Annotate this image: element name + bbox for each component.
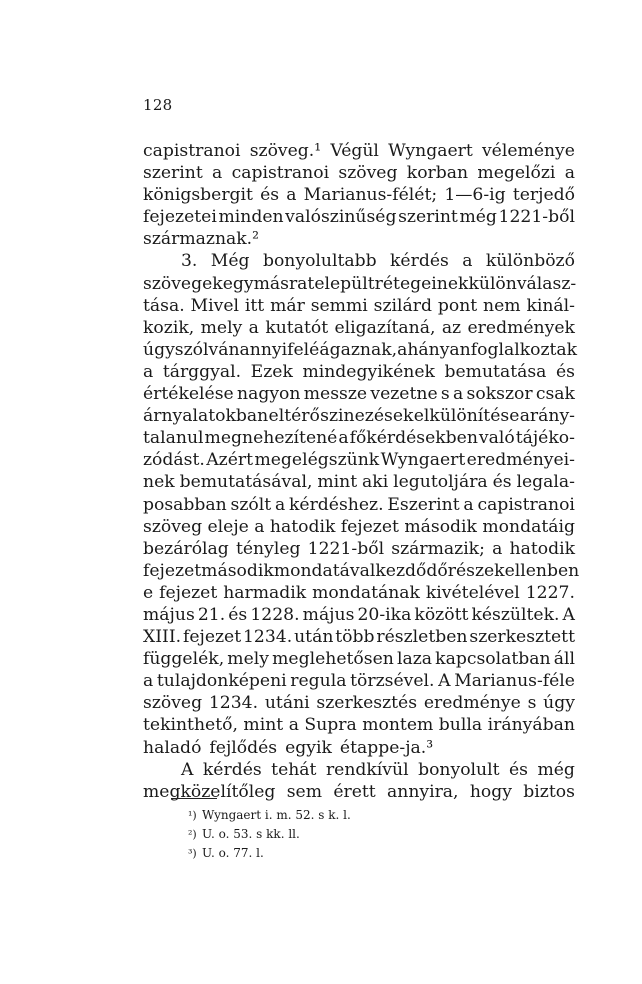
word: különböző xyxy=(485,251,575,272)
word: a xyxy=(286,185,297,206)
word: megelőzi xyxy=(477,163,556,184)
word: Végül xyxy=(330,141,379,161)
text-line xyxy=(143,471,575,493)
word: rétegeinek xyxy=(374,273,469,294)
word: részletben xyxy=(376,627,468,648)
word: fejezet xyxy=(182,627,242,648)
word: és xyxy=(260,185,280,206)
word: fejezet xyxy=(143,560,202,581)
word: második xyxy=(404,516,477,537)
word: második xyxy=(201,560,274,581)
word: szöveg xyxy=(143,693,203,714)
word: mondatáig xyxy=(482,516,575,537)
word: a xyxy=(288,715,299,736)
text-line xyxy=(143,714,575,736)
text-line xyxy=(143,295,575,317)
word: nagyon xyxy=(237,384,301,405)
text-line xyxy=(143,228,575,250)
word: kozik, xyxy=(143,317,195,338)
word: érett xyxy=(333,781,376,802)
word: legutoljára xyxy=(393,472,488,493)
footnote-text: Wyngaert i. m. 52. s k. l. xyxy=(202,808,351,822)
word: mint xyxy=(317,472,358,493)
word: és xyxy=(228,604,248,625)
word: Eszerint xyxy=(387,494,460,515)
footnote-separator xyxy=(171,798,217,799)
word: mint xyxy=(243,715,284,736)
word: szerint xyxy=(398,207,458,228)
word: 1228. xyxy=(250,604,300,625)
word: a xyxy=(274,494,286,515)
word: korban xyxy=(406,163,469,184)
word: 3. xyxy=(181,251,198,272)
word: a xyxy=(248,317,259,338)
word: mondatának xyxy=(312,582,420,603)
word: 1—6-ig xyxy=(444,185,506,206)
word: hatodik xyxy=(269,516,336,537)
word: szöveg.¹ xyxy=(249,141,322,161)
word: eleje xyxy=(207,516,249,537)
word: szólt xyxy=(230,494,272,515)
word: a xyxy=(453,384,464,405)
word: vezetne xyxy=(370,384,438,405)
word: bonyolult xyxy=(418,759,500,780)
word: részek xyxy=(447,560,505,581)
word: bemutatásával, xyxy=(179,472,313,493)
word: fejlődés xyxy=(209,737,278,758)
word: étappe-ja.³ xyxy=(339,737,434,758)
word: foglalkoztak xyxy=(470,339,578,360)
text-line xyxy=(143,250,575,272)
footnote xyxy=(188,825,351,844)
word: származik; xyxy=(391,538,485,559)
word: szilárd xyxy=(373,295,432,316)
word: terjedő xyxy=(512,185,575,206)
word: Supra xyxy=(304,715,357,736)
word: kérdés xyxy=(202,759,262,780)
text-line xyxy=(143,184,575,206)
word: s xyxy=(440,384,450,405)
word: mondatával xyxy=(273,560,376,581)
text-line xyxy=(143,339,578,361)
word: a xyxy=(143,671,154,692)
text-line xyxy=(143,361,575,383)
word: szerkesztés xyxy=(316,693,418,714)
word: a xyxy=(212,163,223,184)
word: már xyxy=(270,295,305,316)
word: Ezek xyxy=(250,361,293,382)
word: mely xyxy=(227,649,269,670)
word: 21. xyxy=(197,604,226,625)
text-line xyxy=(143,538,575,560)
word: a xyxy=(463,494,474,515)
word: ahányan xyxy=(397,339,471,360)
word: tényleg xyxy=(235,538,301,559)
word: kivételével xyxy=(425,582,520,603)
word: csak xyxy=(535,384,575,405)
word: bulla xyxy=(438,715,483,736)
word: május xyxy=(143,604,195,625)
word: semmi xyxy=(310,295,368,316)
word: a xyxy=(492,538,503,559)
word: eredményei- xyxy=(466,450,575,471)
word: tása. xyxy=(143,295,185,316)
word: tulajdonképeni xyxy=(156,671,287,692)
footnote xyxy=(188,844,351,863)
word: a xyxy=(143,361,154,382)
word: tájéko- xyxy=(515,428,575,449)
word: harmadik xyxy=(223,582,307,603)
text-line xyxy=(143,692,575,714)
word: a xyxy=(338,428,349,449)
word: e xyxy=(143,582,154,603)
text-line xyxy=(143,317,575,339)
word: annyira, xyxy=(387,781,459,802)
text-line xyxy=(143,273,575,295)
footnote-text: U. o. 77. l. xyxy=(202,846,264,860)
word: kutatót xyxy=(265,317,329,338)
word: szerkesztett xyxy=(469,627,575,648)
word: mely xyxy=(200,317,243,338)
word: különválasz- xyxy=(468,273,577,294)
word: egyik xyxy=(285,737,332,758)
word: Mivel xyxy=(190,295,240,316)
word: hatodik xyxy=(509,538,575,559)
word: elkülönítése xyxy=(413,406,520,427)
text-line xyxy=(143,516,575,538)
word: az xyxy=(441,317,462,338)
word: legala- xyxy=(516,472,575,493)
word: tekinthető, xyxy=(143,715,238,736)
word: montem xyxy=(362,715,434,736)
word: több xyxy=(335,627,375,648)
word: utáni xyxy=(264,693,310,714)
word: megközelítőleg xyxy=(143,781,276,802)
word: pont xyxy=(437,295,478,316)
word: árnyalatokban xyxy=(143,406,269,427)
word: szöveg xyxy=(338,163,398,184)
word: úgy xyxy=(543,693,575,714)
word: és xyxy=(492,472,512,493)
text-line xyxy=(143,582,575,604)
word: értékelése xyxy=(143,384,234,405)
text-line xyxy=(143,206,575,228)
word: A xyxy=(438,671,451,692)
word: sokszor xyxy=(466,384,533,405)
word: a xyxy=(462,251,473,272)
word: származnak.² xyxy=(143,229,260,250)
text-line xyxy=(143,604,575,626)
word: május xyxy=(302,604,355,625)
word: eltérő xyxy=(268,406,320,427)
word: a xyxy=(254,516,265,537)
text-line xyxy=(143,560,580,582)
word: s xyxy=(527,693,537,714)
text-line xyxy=(143,626,575,648)
word: sem xyxy=(286,781,322,802)
word: a xyxy=(564,163,575,184)
footnote-mark: ³) xyxy=(188,847,197,860)
word: kinál- xyxy=(526,295,575,316)
page-number: 128 xyxy=(143,96,173,114)
word: capistranoi xyxy=(143,141,241,161)
word: 1221-ből xyxy=(498,207,575,228)
word: XIII. xyxy=(143,627,182,648)
word: főkérdésekben xyxy=(349,428,478,449)
word: szinezések xyxy=(320,406,414,427)
word: még xyxy=(459,207,497,228)
word: után xyxy=(294,627,334,648)
word: 1234. xyxy=(208,693,259,714)
word: kérdés xyxy=(390,251,449,272)
word: rendkívül xyxy=(325,759,409,780)
word: fejezet xyxy=(159,582,218,603)
word: fejezet xyxy=(340,516,399,537)
word: 1234. xyxy=(243,627,293,648)
word: és xyxy=(555,361,575,382)
word: Azért xyxy=(206,450,254,471)
word: 1221-ből xyxy=(307,538,385,559)
word: között xyxy=(414,604,469,625)
text-line xyxy=(143,737,575,759)
word: capistranoi xyxy=(477,494,575,515)
word: szövegek xyxy=(143,273,223,294)
text-line xyxy=(143,383,575,405)
word: ágaznak, xyxy=(319,339,398,360)
text-line xyxy=(143,781,575,803)
word: annyifelé xyxy=(239,339,320,360)
text-line xyxy=(143,405,575,427)
text-line xyxy=(143,427,575,449)
word: eredmények xyxy=(467,317,575,338)
word: A xyxy=(562,604,575,625)
word: nek xyxy=(143,472,175,493)
word: Marianus-féle xyxy=(454,671,575,692)
word: hogy xyxy=(469,781,512,802)
word: Marianus-félét; xyxy=(303,185,438,206)
word: áll xyxy=(553,649,575,670)
footnotes xyxy=(188,806,351,863)
word: posabban xyxy=(143,494,227,515)
word: szerint xyxy=(143,163,203,184)
word: mindegyikének xyxy=(302,361,435,382)
footnote-text: U. o. 53. s kk. ll. xyxy=(202,827,300,841)
word: megnehezítené xyxy=(204,428,338,449)
word: Még xyxy=(210,251,250,272)
word: bemutatása xyxy=(444,361,547,382)
body-text xyxy=(143,140,580,803)
word: nem xyxy=(483,295,521,316)
word: aki xyxy=(362,472,389,493)
word: települt xyxy=(307,273,375,294)
word: bezárólag xyxy=(143,538,229,559)
word: Wyngaert xyxy=(388,141,473,161)
word: kapcsolatban xyxy=(435,649,551,670)
text-line xyxy=(143,494,575,516)
text-line xyxy=(143,670,575,692)
word: kezdődő xyxy=(375,560,448,581)
word: königsbergit xyxy=(143,185,253,206)
footnote-mark: ¹) xyxy=(188,809,197,822)
word: egymásra xyxy=(222,273,308,294)
word: függelék, xyxy=(143,649,225,670)
word: regula xyxy=(290,671,347,692)
word: törzsével. xyxy=(350,671,435,692)
word: fejezetei xyxy=(143,207,217,228)
word: talanul xyxy=(143,428,204,449)
word: haladó xyxy=(143,737,202,758)
text-line xyxy=(143,449,575,471)
word: tehát xyxy=(271,759,317,780)
word: A xyxy=(181,759,194,780)
word: bonyolultabb xyxy=(262,251,377,272)
word: laza xyxy=(396,649,433,670)
word: ellenben xyxy=(504,560,580,581)
word: szöveg xyxy=(143,516,203,537)
word: készültek. xyxy=(471,604,560,625)
word: úgyszólván xyxy=(143,339,240,360)
word: kérdéshez. xyxy=(288,494,384,515)
word: véleménye xyxy=(481,141,575,161)
text-line xyxy=(143,648,575,670)
word: eligazítaná, xyxy=(334,317,436,338)
footnote-mark: ²) xyxy=(188,828,197,841)
text-line xyxy=(143,140,575,162)
word: tárggyal. xyxy=(162,361,242,382)
word: messze xyxy=(303,384,368,405)
footnote xyxy=(188,806,351,825)
word: zódást. xyxy=(143,450,205,471)
word: capistranoi xyxy=(231,163,330,184)
word: Wyngaert xyxy=(380,450,466,471)
word: eredménye xyxy=(423,693,521,714)
word: itt xyxy=(244,295,265,316)
word: minden xyxy=(218,207,284,228)
word: 20-ika xyxy=(357,604,412,625)
word: valószinűség xyxy=(285,207,397,228)
word: és xyxy=(508,759,528,780)
word: még xyxy=(537,759,575,780)
text-line xyxy=(143,162,575,184)
text-line xyxy=(143,759,575,781)
word: biztos xyxy=(523,781,575,802)
word: 1227. xyxy=(525,582,575,603)
word: meglehetősen xyxy=(272,649,394,670)
word: megelégszünk xyxy=(254,450,380,471)
word: irányában xyxy=(487,715,575,736)
word: való xyxy=(478,428,515,449)
word: arány- xyxy=(519,406,575,427)
